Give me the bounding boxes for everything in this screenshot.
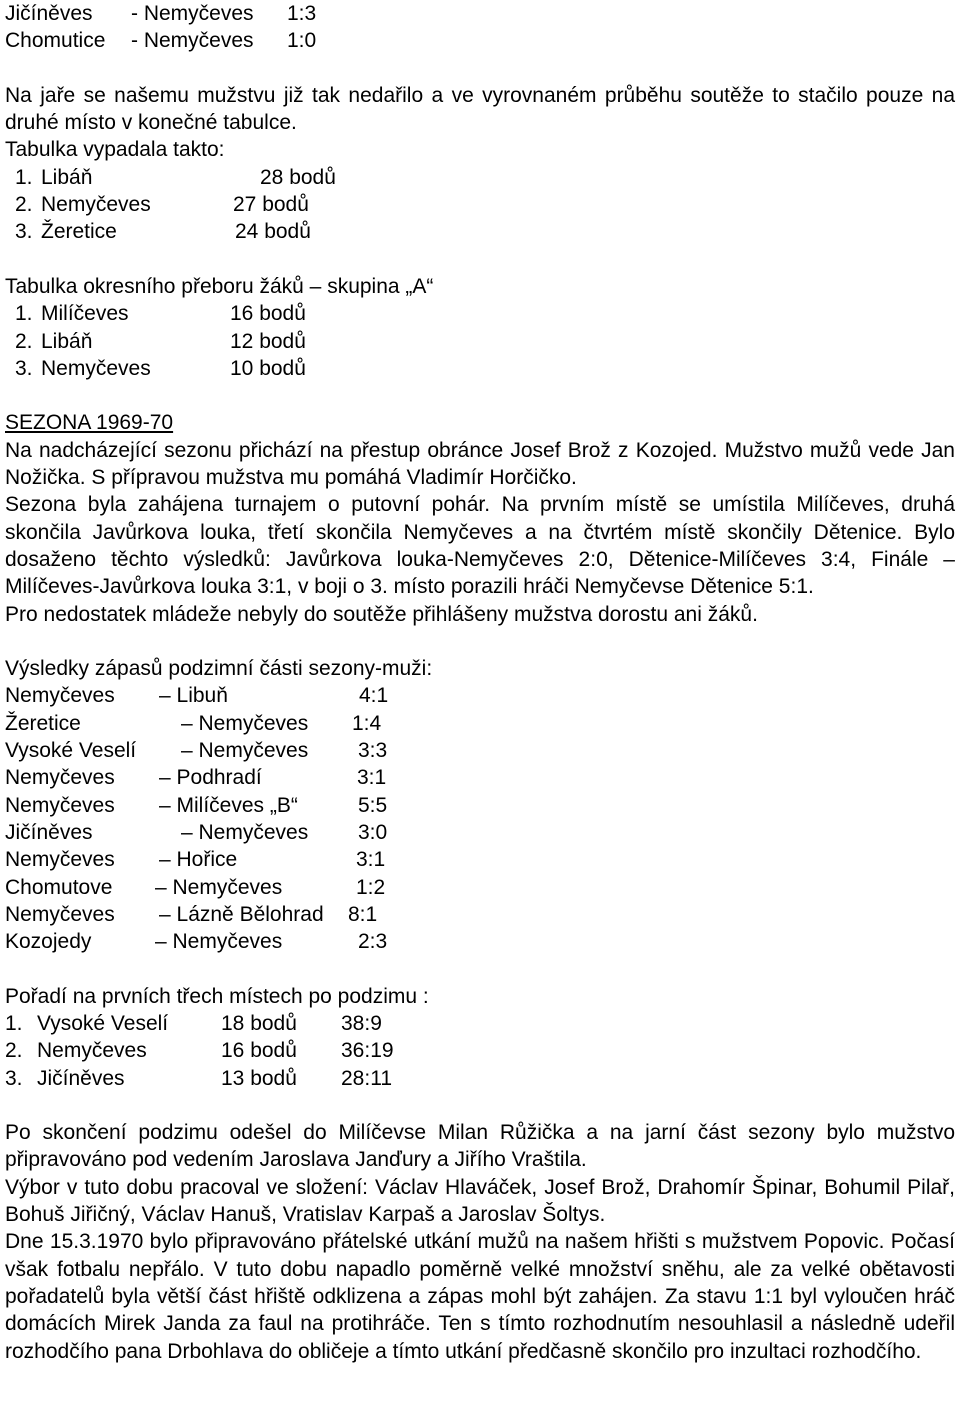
standings-row <box>5 1037 955 1064</box>
table1-points: 24 bodů <box>235 220 311 244</box>
table1-team: Libáň <box>41 165 93 189</box>
autumn-result-row <box>5 874 955 901</box>
standings-team: Jičíněves <box>37 1066 125 1090</box>
autumn-result-score: 4:1 <box>359 684 389 708</box>
autumn-result-away: – Nemyčeves <box>155 875 283 899</box>
table1-team: Nemyčeves <box>41 193 151 217</box>
autumn-result-home: Nemyčeves <box>5 766 115 790</box>
result-home: Chomutice <box>5 29 106 53</box>
autumn-result-score: 3:1 <box>357 766 387 790</box>
table1-team: Žeretice <box>41 220 117 244</box>
autumn-result-score: 2:3 <box>358 930 388 954</box>
autumn-result-score: 5:5 <box>358 793 388 817</box>
table1-rank: 3. <box>15 220 33 244</box>
autumn-result-home: Nemyčeves <box>5 684 115 708</box>
table1-row <box>5 191 955 218</box>
standings-points: 16 bodů <box>221 1039 297 1063</box>
table2-rank: 3. <box>15 356 33 380</box>
standings-points: 18 bodů <box>221 1011 297 1035</box>
standings-goals: 38:9 <box>341 1011 382 1035</box>
document-page <box>5 0 955 1365</box>
table2-team: Nemyčeves <box>41 356 151 380</box>
autumn-result-row <box>5 764 955 791</box>
autumn-result-home: Vysoké Veselí <box>5 739 137 763</box>
standings-goals: 36:19 <box>341 1039 394 1063</box>
autumn-result-score: 1:4 <box>352 711 382 735</box>
autumn-result-away: – Nemyčeves <box>155 930 283 954</box>
autumn-result-away: – Nemyčeves <box>181 711 309 735</box>
table2-team: Libáň <box>41 329 93 353</box>
autumn-result-score: 3:3 <box>358 739 388 763</box>
closing-paragraph-2: Výbor v tuto dobu pracoval ve složení: Václav Hlaváček, Josef Brož, Drahomír Špinar, Bohumil Pilař, Bohuš Jiřičný, Václav Hanuš, Vratislav Karpaš a Jaroslav Šoltys. <box>5 1175 955 1227</box>
standings-rank: 2. <box>5 1039 23 1063</box>
autumn-title: Výsledky zápasů podzimní části sezony-muži: <box>5 657 433 681</box>
table1-points: 27 bodů <box>233 193 309 217</box>
standings-goals: 28:11 <box>341 1066 392 1090</box>
closing-paragraph-3: Dne 15.3.1970 bylo připravováno přátelské utkání mužů na našem hřišti s mužstvem Popovic. Počasí však fotbalu nepřálo. V tuto dobu napadlo poměrně velké množství sněhu, ale za velké obětavosti pořadatelů byla větší část hřiště odklizena a zápas mohl být zahájen. Za stavu 1:1 byl vyloučen hráč domácích Mirek Janda za faul na protihráče. Ten s tímto rozhodnutím nesouhlasil a následně udeřil rozhodčího pana Drbohlava do obličeje a tímto utkání předčasně skončilo pro inzultaci rozhodčího. <box>5 1230 955 1363</box>
autumn-result-row <box>5 792 955 819</box>
autumn-result-away: – Milíčeves „B“ <box>159 793 298 817</box>
table2-rank: 1. <box>15 302 33 326</box>
table2-points: 12 bodů <box>230 329 306 353</box>
result-score: 1:3 <box>287 2 317 25</box>
table2-row <box>5 355 955 382</box>
table2-rank: 2. <box>15 329 33 353</box>
table2-row <box>5 300 955 327</box>
season-heading: SEZONA 1969-70 <box>5 411 174 435</box>
autumn-result-row <box>5 846 955 873</box>
table2-team: Milíčeves <box>41 302 129 326</box>
table2-points: 16 bodů <box>230 302 306 326</box>
youth-paragraph: Pro nedostatek mládeže nebyly do soutěže přihlášeny mužstva dorostu ani žáků. <box>5 602 758 626</box>
autumn-result-home: Nemyčeves <box>5 848 115 872</box>
result-row <box>5 27 955 54</box>
autumn-result-away: – Libuň <box>159 684 228 708</box>
table1-title: Tabulka vypadala takto: <box>5 138 225 162</box>
autumn-result-row <box>5 901 955 928</box>
autumn-result-row <box>5 682 955 709</box>
autumn-result-away: – Nemyčeves <box>181 820 309 844</box>
table2-points: 10 bodů <box>230 356 306 380</box>
result-home: Jičíněves <box>5 2 93 25</box>
autumn-result-score: 8:1 <box>348 902 378 926</box>
result-away: - Nemyčeves <box>131 29 254 53</box>
autumn-result-home: Chomutove <box>5 875 113 899</box>
result-score: 1:0 <box>287 29 317 53</box>
closing-paragraph-1: Po skončení podzimu odešel do Milíčevse Milan Růžička a na jarní část sezony bylo mužstvo připravováno pod vedením Jaroslava Janďury a Jiřího Vraštila. <box>5 1121 955 1172</box>
autumn-result-away: – Nemyčeves <box>181 739 309 763</box>
standings-row <box>5 1010 955 1037</box>
autumn-result-score: 3:0 <box>358 820 388 844</box>
standings-rank: 3. <box>5 1066 23 1090</box>
autumn-result-away: – Hořice <box>159 848 238 872</box>
season-paragraph: Na nadcházející sezonu přichází na přestup obránce Josef Brož z Kozojed. Mužstvo mužů vede Jan Nožička. S přípravou mužstva mu pomáhá Vladimír Horčičko. <box>5 438 955 490</box>
autumn-result-home: Nemyčeves <box>5 902 115 926</box>
autumn-result-away: – Lázně Bělohrad <box>159 902 324 926</box>
result-row <box>5 0 955 27</box>
autumn-result-score: 3:1 <box>356 848 386 872</box>
table2-title: Tabulka okresního přeboru žáků – skupina „A“ <box>5 274 434 298</box>
standings-points: 13 bodů <box>221 1066 297 1090</box>
spring-paragraph: Na jaře se našemu mužstvu již tak nedařilo a ve vyrovnaném průběhu soutěže to stačilo pouze na druhé místo v konečné tabulce. <box>5 83 955 135</box>
standings-title: Pořadí na prvních třech místech po podzimu : <box>5 984 429 1008</box>
standings-team: Vysoké Veselí <box>37 1011 169 1035</box>
table1-row <box>5 218 955 245</box>
table1-rank: 1. <box>15 165 33 189</box>
autumn-result-home: Kozojedy <box>5 930 92 954</box>
standings-rank: 1. <box>5 1011 23 1035</box>
tournament-paragraph: Sezona byla zahájena turnajem o putovní pohár. Na prvním místě se umístila Milíčeves, druhá skončila Javůrkova louka, třetí skončila Nemyčeves a na čtvrtém místě skončily Dětenice. Bylo dosaženo těchto výsledků: Javůrkova louka-Nemyčeves 2:0, Dětenice-Milíčeves 3:4, Finále – Milíčeves-Javůrkova louka 3:1, v boji o 3. místo porazili hráči Nemyčevse Dětenice 5:1. <box>5 493 955 599</box>
table1-rank: 2. <box>15 193 33 217</box>
autumn-result-row <box>5 819 955 846</box>
autumn-result-row <box>5 928 955 955</box>
standings-list <box>5 1010 955 1092</box>
table1-points: 28 bodů <box>260 165 336 189</box>
autumn-results-list <box>5 682 955 955</box>
table2-row <box>5 328 955 355</box>
result-away: - Nemyčeves <box>131 2 254 25</box>
autumn-result-home: Žeretice <box>5 711 81 735</box>
autumn-result-score: 1:2 <box>356 875 386 899</box>
autumn-result-home: Nemyčeves <box>5 793 115 817</box>
standings-row <box>5 1065 955 1092</box>
standings-team: Nemyčeves <box>37 1039 147 1063</box>
autumn-result-row <box>5 710 955 737</box>
autumn-result-home: Jičíněves <box>5 820 93 844</box>
autumn-result-away: – Podhradí <box>159 766 262 790</box>
autumn-result-row <box>5 737 955 764</box>
table1-row <box>5 164 955 191</box>
